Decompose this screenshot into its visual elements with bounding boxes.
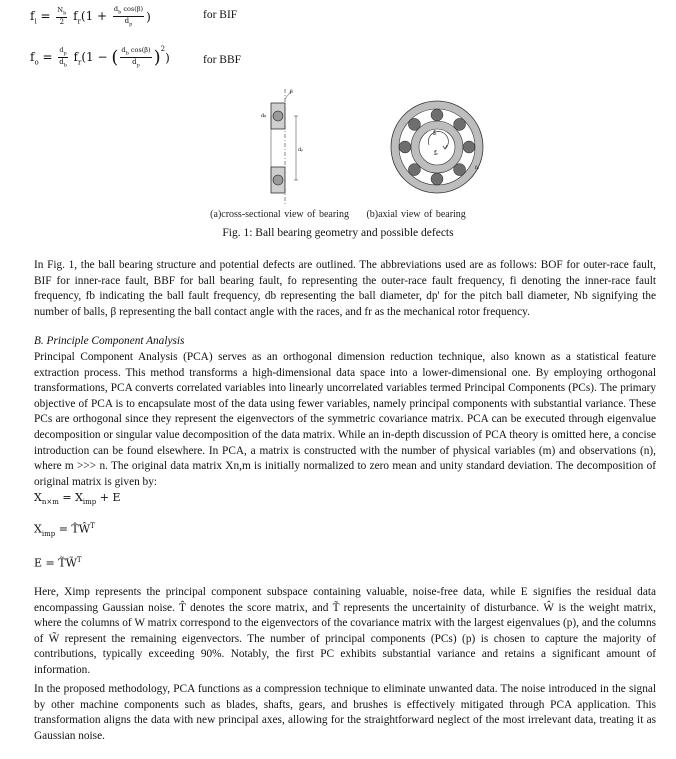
subcaption-a: (a)cross-sectional view of bearing [210, 209, 349, 220]
svg-text:fᵣ: fᵣ [434, 150, 439, 157]
subcaption-b: (b)axial view of bearing [366, 209, 466, 220]
bbf-label: for BBF [203, 54, 242, 66]
equation-residual: E = T̃W̃$^T$ [34, 556, 82, 570]
paragraph-methodology: In the proposed methodology, PCA functions as a compression technique to eliminate unwanted data. The noise introduced in the signal by other machine components such as blades, shafts, gears, and brushes is effectively mitigated through PCA application. This transformation aligns the data with new principal axes, allowing for the straightforward neglect of the most irrelevant data, treating it as Gaussian noise. [34, 683, 656, 742]
paragraph-pca-terms: Here, Ximp represents the principal component subspace containing valuable, noise-free data, while E signifies the residual data encompassing Gaussian noise. T̂ denotes the score matrix, and T̃ represents the uncertainity of disturbance. Ŵ is the weight matrix, where the columns of W matrix correspond to the eigenvectors of the covariance matrix with the largest eigenvalues (p), and the columns of W̃ represent the remaining eigenvectors. The number of principal components (PCs) (p) is chosen to capture the majority of contributions, typically exceeding 90%. Notably, the first PC exhibits substantial variance and retains a significant amount of information. [34, 586, 656, 676]
paragraph-bearing-defects: In Fig. 1, the ball bearing structure and potential defects are outlined. The abbreviations used are as follows: BOF for outer-race fault, BIF for inner-race fault, BBF for ball bearing fault, fo representing the outer-race fault frequency, fi denoting the inner-race fault frequency, fb indicating the ball fault frequency, db representing the ball diameter, dp' for the pitch ball diameter, Nb signifying the number of balls, β representing the ball contact angle with the races, and fr as the mechanical rotor frequency. [34, 259, 656, 318]
section-title: B. Principle Component Analysis [34, 335, 185, 347]
equation-ximp: $X_{imp}$ = $T̂Ŵ^T$ [34, 522, 95, 538]
axial-view-figure [387, 97, 487, 197]
figure-subcaptions [0, 209, 676, 220]
equation-fi: $f_i$ = $\frac{N_b}{2}$ $f_r(1$ + $\frac{d_b \cos(\beta)}{d_p}$ ) [30, 5, 151, 28]
svg-text:dₚ: dₚ [298, 147, 304, 153]
svg-text:β: β [290, 89, 293, 95]
paragraph-pca-intro: Principal Component Analysis (PCA) serves as an orthogonal dimension reduction technique, also known as a statistical feature extraction process. This method transforms a high-dimensional data space into a lower-dimensional one. By employing orthogonal transformations, PCA converts correlated variables into linearly uncorrelated variables termed Principal Components (PCs). The primary objective of PCA is to encapsulate most of the data using fewer variables, namely principal components with substantial variance. These PCs are orthogonal since they represent the eigenvectors of the symmetric covariance matrix. PCA can be executed through eigenvalue decomposition or singular value decomposition of the data matrix. While an in-depth discussion of PCA theory is omitted here, a concise introduction can be found elsewhere. In PCA, a matrix is constructed with the number of physical variables (m) and observations (n), where m >>> n. The original data matrix Xn,m is initially normalized to zero mean and unity standard deviation. The decomposition of original matrix is given by: [34, 351, 656, 488]
equation-fo: $f_o$ = $\frac{d_p}{d_b}$ $f_r(1$ − ( $\frac{d_b \cos(\beta)}{d_p}$ ) $^2$ ) [30, 44, 170, 69]
equation-decomposition: $X_{n\times m} = X_{imp} + E$ [34, 491, 121, 507]
svg-text:fᵦ: fᵦ [475, 165, 479, 171]
svg-text:dᵦ: dᵦ [261, 113, 267, 119]
svg-text:fᵢ: fᵢ [433, 130, 437, 137]
bif-label: for BIF [203, 9, 238, 21]
figure-caption: Fig. 1: Ball bearing geometry and possible defects [222, 227, 454, 239]
cross-section-figure [258, 87, 318, 207]
